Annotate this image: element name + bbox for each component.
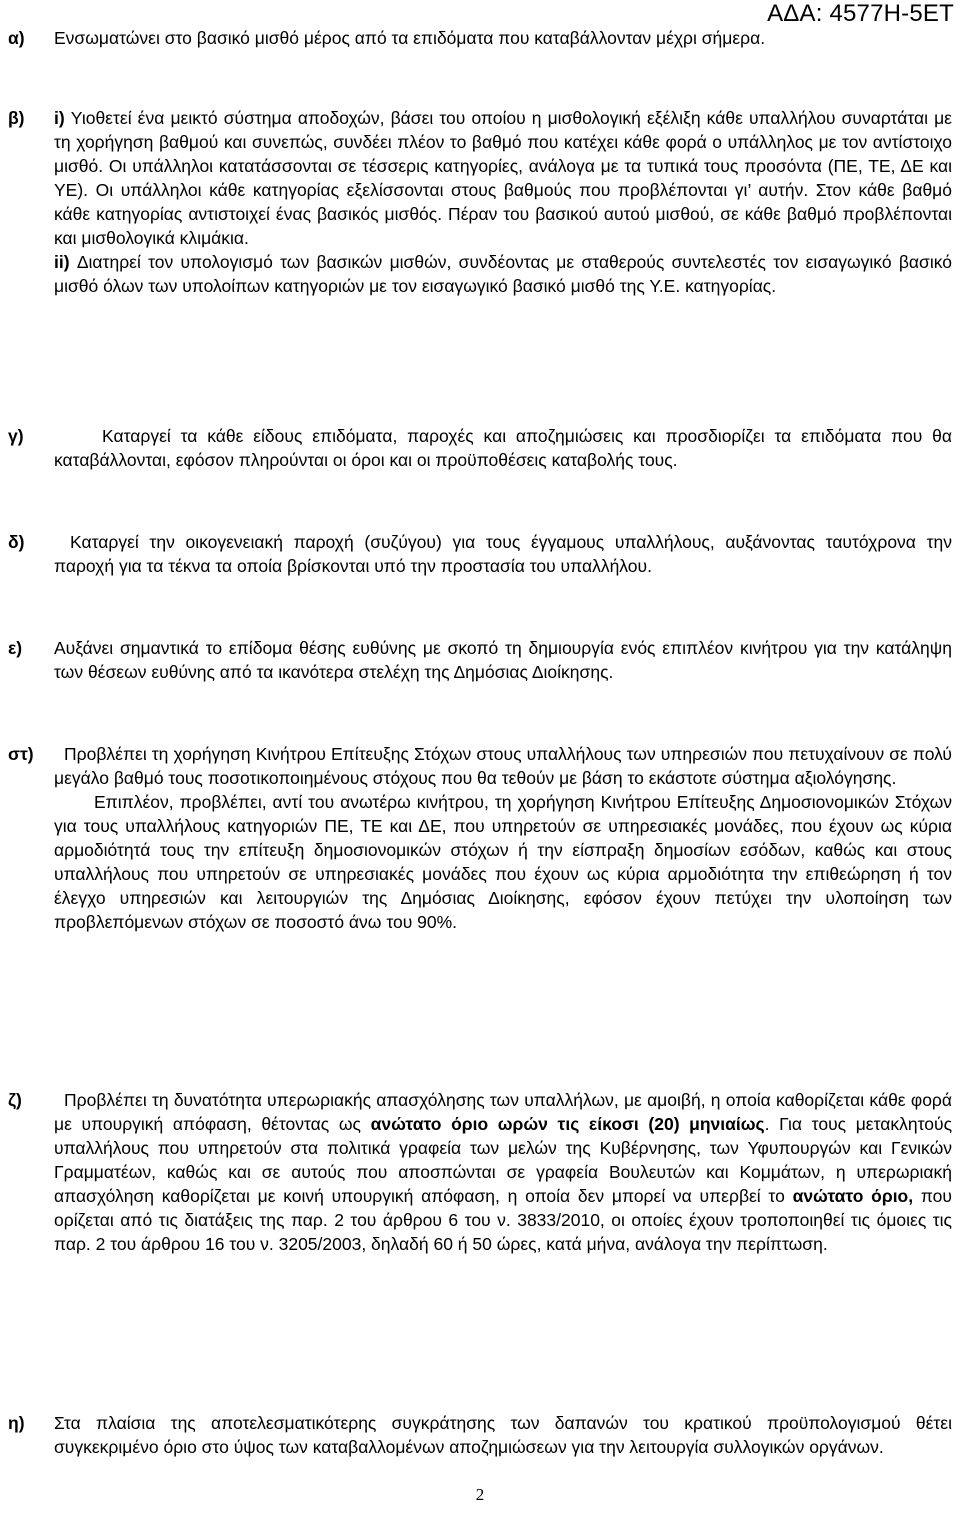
item-d-label: δ) xyxy=(8,532,25,552)
item-z-text-1: Προβλέπει τη δυνατότητα υπερωριακής απασχόλησης των υπαλλήλων, με αμοιβή, η οποία καθορίζεται κάθε φορά με υπουργική απόφαση, θέτοντας ως xyxy=(54,1090,952,1134)
item-b-i-marker: i) xyxy=(54,108,65,128)
item-b-ii-text: Διατηρεί τον υπολογισμό των βασικών μισθών, συνδέοντας με σταθερούς συντελεστές τον εισαγωγικό βασικό μισθό όλων των υπολοίπων κατηγοριών με τον εισαγωγικό βασικό μισθό της Υ.Ε. κατηγορίας. xyxy=(54,252,952,296)
item-e xyxy=(8,636,952,684)
item-e-label: ε) xyxy=(8,638,23,658)
page-number: 2 xyxy=(475,1485,485,1504)
item-st xyxy=(8,742,952,934)
item-d xyxy=(8,530,952,578)
item-z-label: ζ) xyxy=(8,1090,22,1110)
item-h-label: η) xyxy=(8,1413,25,1433)
item-b-paragraph-i xyxy=(54,106,952,250)
item-b xyxy=(8,106,952,298)
item-z-text-3: που ορίζεται από τις διατάξεις της παρ. 2 του άρθρου 6 του ν. 3833/2010, οι οποίες έχουν τροποποιηθεί τις όμοιες τις παρ. 2 του άρθρου 16 του ν. 3205/2003, δηλαδή 60 ή 50 ώρες, κατά μήνα, ανάλογα την περίπτωση. xyxy=(54,1186,952,1254)
item-d-text: Καταργεί την οικογενειακή παροχή (συζύγου) για τους έγγαμους υπαλλήλους, αυξάνοντας ταυτόχρονα την παροχή για τα τέκνα τα οποία βρίσκονται υπό την προστασία του υπαλλήλου. xyxy=(54,532,952,576)
item-z-bold-1: ανώτατο όριο ωρών τις είκοσι (20) μηνιαίως xyxy=(370,1114,765,1134)
item-c-label: γ) xyxy=(8,426,24,446)
item-b-i-text: Υιοθετεί ένα μεικτό σύστημα αποδοχών, βάσει του οποίου η μισθολογική εξέλιξη κάθε υπαλλήλου συναρτάται με τη χορήγηση βαθμού και συνεπώς, συνδέει πλέον το βαθμό που κατέχει κάθε φορά ο υπάλληλος με τον αντίστοιχο μισθό. Οι υπάλληλοι κατατάσσονται σε τέσσερις κατηγορίες, ανάλογα με τα τυπικά τους προσόντα (ΠΕ, ΤΕ, ΔΕ και ΥΕ). Οι υπάλληλοι κάθε κατηγορίας εξελίσσονται στους βαθμούς που προβλέπονται γι’ αυτήν. Στον κάθε βαθμό κάθε κατηγορίας αντιστοιχεί ένας βασικός μισθός. Πέραν του βασικού αυτού μισθού, σε κάθε βαθμό προβλέπονται και μισθολογικά κλιμάκια. xyxy=(54,108,952,248)
item-z xyxy=(8,1088,952,1256)
item-h-text: Στα πλαίσια της αποτελεσματικότερης συγκράτησης των δαπανών του κρατικού προϋπολογισμού θέτει συγκεκριμένο όριο στο ύψος των καταβαλλομένων αποζημιώσεων για την λειτουργία συλλογικών οργάνων. xyxy=(54,1413,952,1457)
ada-code: ΑΔΑ: 4577Η-5ΕΤ xyxy=(767,0,954,27)
item-c-text: Καταργεί τα κάθε είδους επιδόματα, παροχές και αποζημιώσεις και προσδιορίζει τα επιδόματα που θα καταβάλλονται, εφόσον πληρούνται οι όροι και οι προϋποθέσεις καταβολής τους. xyxy=(54,426,952,470)
item-z-text-2: . Για τους μετακλητούς υπαλλήλους που υπηρετούν στα πολιτικά γραφεία των μελών της Κυβέρνησης, των Υφυπουργών και Γενικών Γραμματέων, καθώς και σε αυτούς που αποσπώνται σε γραφεία Βουλευτών και Κομμάτων, η υπερωριακή απασχόληση καθορίζεται με κοινή υπουργική απόφαση, η οποία δεν μπορεί να υπερβεί το xyxy=(54,1114,953,1206)
item-z-text xyxy=(54,1088,952,1256)
item-b-label: β) xyxy=(8,108,25,128)
item-b-paragraph-ii xyxy=(54,250,952,298)
item-a-label: α) xyxy=(8,28,25,48)
item-z-bold-2: ανώτατο όριο, xyxy=(792,1186,914,1206)
item-c xyxy=(8,424,952,472)
item-a-text: Ενσωματώνει στο βασικό μισθό μέρος από τα επιδόματα που καταβάλλονταν μέχρι σήμερα. xyxy=(54,28,766,48)
item-b-ii-marker: ii) xyxy=(54,252,70,272)
item-st-paragraph-2: Επιπλέον, προβλέπει, αντί του ανωτέρω κινήτρου, τη χορήγηση Κινήτρου Επίτευξης Δημοσιονομικών Στόχων για τους υπαλλήλους κατηγοριών ΠΕ, ΤΕ και ΔΕ, που υπηρετούν σε υπηρεσιακές μονάδες, που έχουν ως κύρια αρμοδιότητά τους την επίτευξη δημοσιονομικών στόχων ή την είσπραξη δημοσίων εσόδων, καθώς και στους υπαλλήλους που υπηρετούν σε υπηρεσιακές μονάδες που έχουν ως κύρια αρμοδιότητα την επιθεώρηση ή τον έλεγχο υπηρεσιών και λειτουργιών της Δημόσιας Διοίκησης, εφόσον έχουν πετύχει την υλοποίηση των προβλεπόμενων στόχων σε ποσοστό άνω του 90%. xyxy=(54,792,952,932)
item-e-text: Αυξάνει σημαντικά το επίδομα θέσης ευθύνης με σκοπό τη δημιουργία ενός επιπλέον κινήτρου για την κατάληψη των θέσεων ευθύνης από τα ικανότερα στελέχη της Δημόσιας Διοίκησης. xyxy=(54,638,952,682)
item-h xyxy=(8,1411,952,1459)
item-a xyxy=(8,26,952,50)
item-st-label: στ) xyxy=(8,744,34,764)
item-st-paragraph-1: Προβλέπει τη χορήγηση Κινήτρου Επίτευξης Στόχων στους υπαλλήλους των υπηρεσιών που πετυχαίνουν σε πολύ μεγάλο βαθμό τους ποσοτικοποιημένους στόχους που θα τεθούν με βάση το εκάστοτε σύστημα αξιολόγησης. xyxy=(54,744,952,788)
